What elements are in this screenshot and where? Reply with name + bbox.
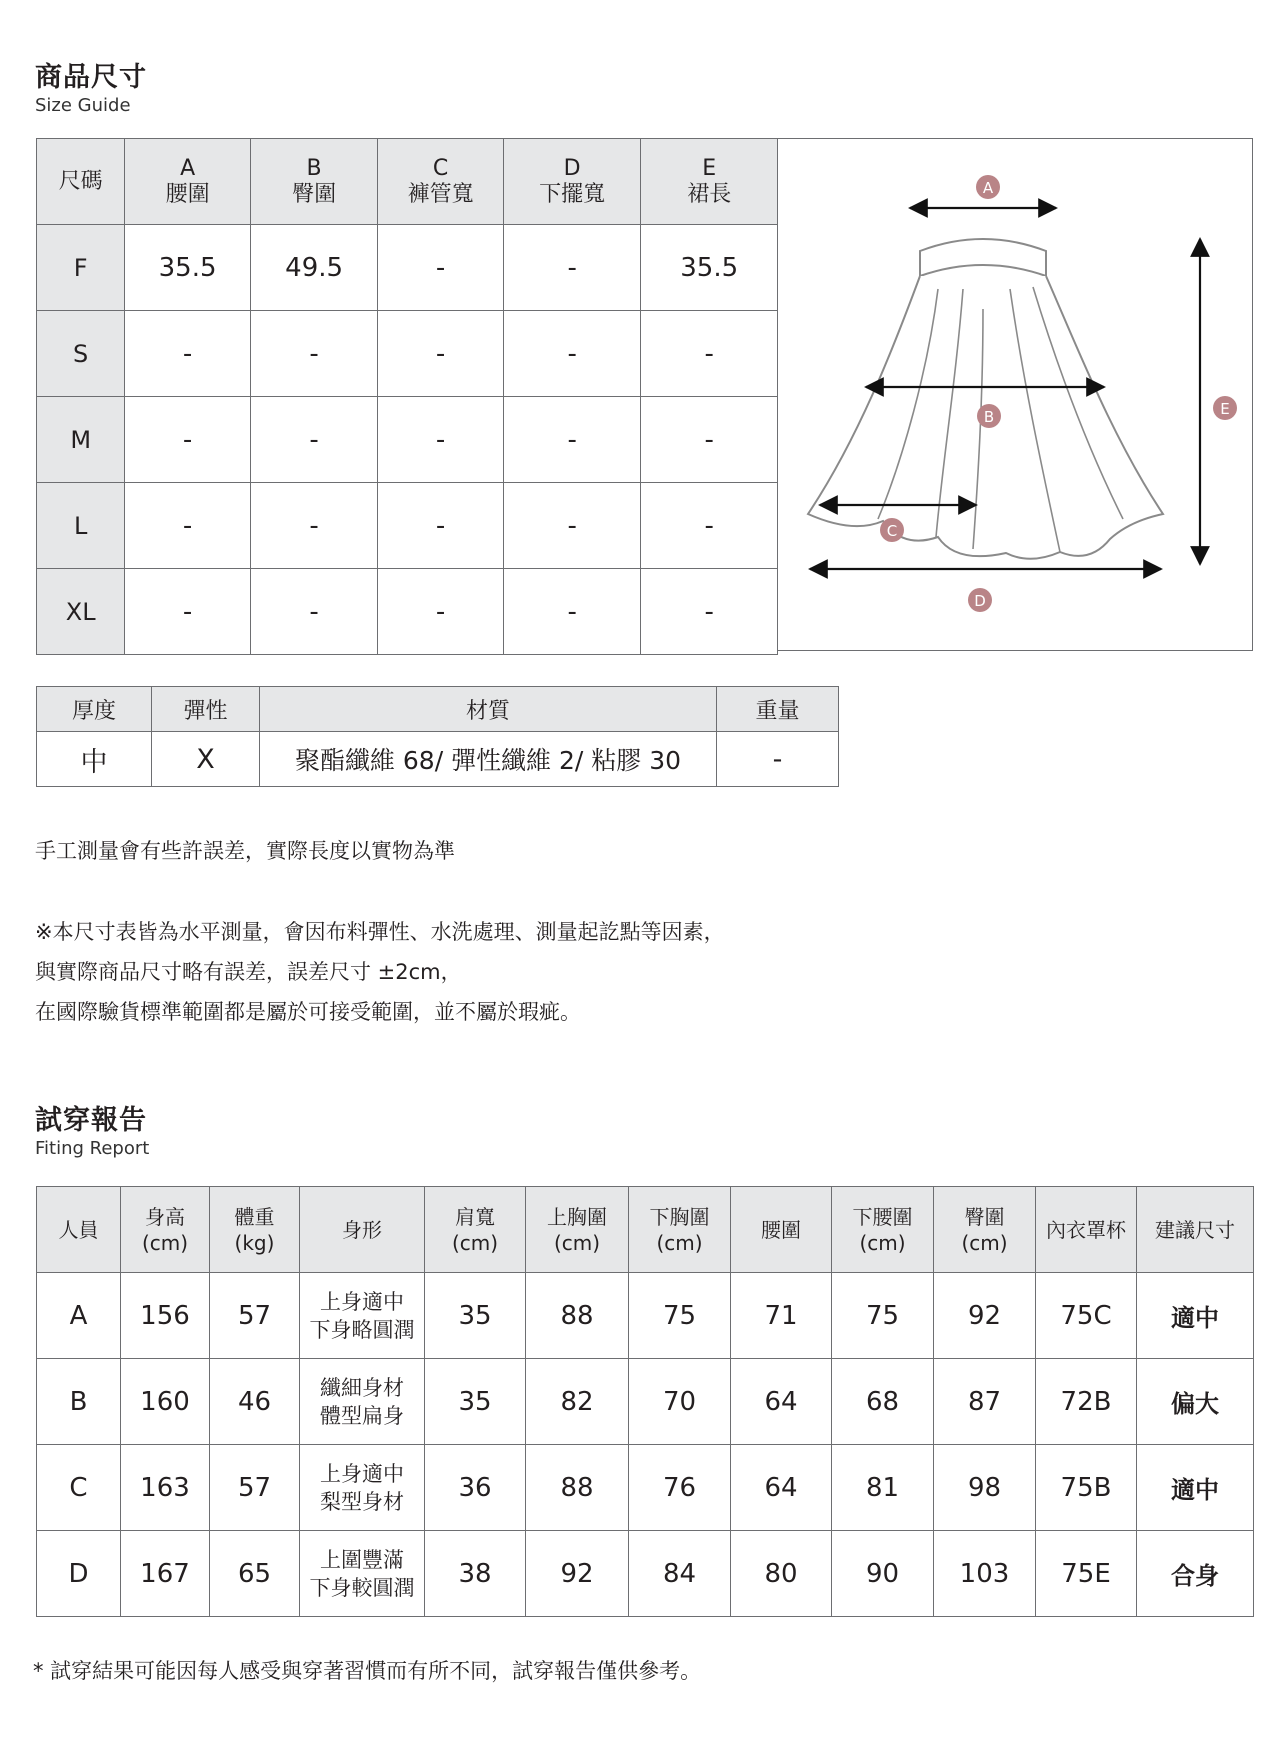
thickness-value: 中 — [37, 732, 152, 787]
hip-cell: 103 — [934, 1531, 1036, 1617]
size-label: F — [37, 225, 125, 311]
measure-note: 手工測量會有些許誤差，實際長度以實物為準 — [35, 839, 455, 863]
skirt-waistband — [920, 239, 1046, 276]
size-value: - — [641, 483, 778, 569]
label-e-circle — [1213, 396, 1237, 420]
table-row — [37, 1273, 1254, 1359]
elasticity-header: 彈性 — [152, 687, 260, 732]
size-value: - — [641, 311, 778, 397]
size-value: - — [503, 311, 641, 397]
size-value: - — [250, 483, 378, 569]
waist-cell: 64 — [731, 1445, 832, 1531]
size-guide-title: 商品尺寸 — [35, 62, 147, 93]
recommended-size-cell: 適中 — [1137, 1445, 1254, 1531]
fitting-footnote: * 試穿結果可能因每人感受與穿著習慣而有所不同，試穿報告僅供參考。 — [33, 1659, 702, 1683]
elasticity-value: X — [152, 732, 260, 787]
size-value: - — [503, 225, 641, 311]
under-bust-cell: 84 — [629, 1531, 731, 1617]
size-corner-header: 尺碼 — [37, 139, 125, 225]
size-value: - — [378, 397, 504, 483]
low-waist-cell: 90 — [832, 1531, 934, 1617]
size-label: XL — [37, 569, 125, 655]
header-recommended: 建議尺寸 — [1137, 1187, 1254, 1273]
size-value: - — [125, 397, 251, 483]
material-value: 聚酯纖維 68/ 彈性纖維 2/ 粘膠 30 — [260, 732, 717, 787]
under-bust-cell: 76 — [629, 1445, 731, 1531]
size-value: - — [641, 397, 778, 483]
col-header-e: E 裙長 — [641, 139, 778, 225]
person-cell: D — [37, 1531, 121, 1617]
size-value: - — [378, 225, 504, 311]
size-value: - — [125, 483, 251, 569]
thickness-header: 厚度 — [37, 687, 152, 732]
shoulder-cell: 35 — [425, 1359, 526, 1445]
size-value: - — [250, 569, 378, 655]
under-bust-cell: 70 — [629, 1359, 731, 1445]
person-cell: C — [37, 1445, 121, 1531]
table-row — [37, 1359, 1254, 1445]
header-waist: 腰圍 — [731, 1187, 832, 1273]
header-under-bust: 下胸圍 (cm) — [629, 1187, 731, 1273]
size-table — [36, 138, 778, 655]
size-value: - — [378, 311, 504, 397]
header-weight: 體重 (kg) — [210, 1187, 300, 1273]
col-header-c: C 褲管寬 — [378, 139, 504, 225]
size-label: L — [37, 483, 125, 569]
low-waist-cell: 68 — [832, 1359, 934, 1445]
weight-cell: 65 — [210, 1531, 300, 1617]
header-shoulder: 肩寬 (cm) — [425, 1187, 526, 1273]
table-row — [37, 1531, 1254, 1617]
recommended-size-cell: 合身 — [1137, 1531, 1254, 1617]
body-shape-cell: 纖細身材 體型扁身 — [300, 1359, 425, 1445]
skirt-illustration — [778, 139, 1253, 652]
size-value: - — [250, 311, 378, 397]
svg-text:E: E — [1220, 400, 1230, 418]
table-row — [37, 569, 778, 655]
fitting-table — [36, 1186, 1254, 1617]
header-height: 身高 (cm) — [121, 1187, 210, 1273]
cup-cell: 75B — [1036, 1445, 1137, 1531]
low-waist-cell: 81 — [832, 1445, 934, 1531]
upper-bust-cell: 82 — [526, 1359, 629, 1445]
label-b-circle — [977, 404, 1001, 428]
size-value: - — [641, 569, 778, 655]
cup-cell: 72B — [1036, 1359, 1137, 1445]
svg-text:D: D — [974, 592, 986, 610]
fitting-report-subtitle: Fiting Report — [35, 1138, 150, 1159]
height-cell: 156 — [121, 1273, 210, 1359]
label-a-circle — [976, 175, 1000, 199]
size-value: 35.5 — [125, 225, 251, 311]
height-cell: 160 — [121, 1359, 210, 1445]
cup-cell: 75E — [1036, 1531, 1137, 1617]
body-shape-cell: 上身適中 下身略圓潤 — [300, 1273, 425, 1359]
col-header-b: B 臀圍 — [250, 139, 378, 225]
size-value: - — [250, 397, 378, 483]
height-cell: 167 — [121, 1531, 210, 1617]
material-header: 材質 — [260, 687, 717, 732]
weight-cell: 57 — [210, 1445, 300, 1531]
recommended-size-cell: 偏大 — [1137, 1359, 1254, 1445]
upper-bust-cell: 88 — [526, 1445, 629, 1531]
low-waist-cell: 75 — [832, 1273, 934, 1359]
size-guide-subtitle: Size Guide — [35, 95, 131, 116]
disclaimer-line-3: 在國際驗貨標準範圍都是屬於可接受範圍，並不屬於瑕疵。 — [35, 1000, 581, 1024]
label-d-circle — [968, 588, 992, 612]
material-table — [36, 686, 839, 787]
skirt-diagram — [778, 138, 1253, 651]
size-value: - — [503, 483, 641, 569]
header-low-waist: 下腰圍 (cm) — [832, 1187, 934, 1273]
hip-cell: 92 — [934, 1273, 1036, 1359]
header-cup: 內衣罩杯 — [1036, 1187, 1137, 1273]
svg-text:B: B — [983, 408, 995, 426]
person-cell: B — [37, 1359, 121, 1445]
person-cell: A — [37, 1273, 121, 1359]
table-row — [37, 483, 778, 569]
table-row — [37, 397, 778, 483]
size-value: 49.5 — [250, 225, 378, 311]
shoulder-cell: 38 — [425, 1531, 526, 1617]
size-value: - — [378, 483, 504, 569]
fitting-table-header — [37, 1187, 1254, 1273]
header-hip: 臀圍 (cm) — [934, 1187, 1036, 1273]
svg-text:A: A — [982, 179, 994, 197]
disclaimer-line-1: ※本尺寸表皆為水平測量，會因布料彈性、水洗處理、測量起訖點等因素， — [35, 920, 725, 944]
table-row — [37, 1445, 1254, 1531]
svg-text:C: C — [886, 522, 898, 540]
waist-cell: 71 — [731, 1273, 832, 1359]
size-value: 35.5 — [641, 225, 778, 311]
size-label: S — [37, 311, 125, 397]
col-header-a: A 腰圍 — [125, 139, 251, 225]
size-value: - — [378, 569, 504, 655]
upper-bust-cell: 88 — [526, 1273, 629, 1359]
recommended-size-cell: 適中 — [1137, 1273, 1254, 1359]
shoulder-cell: 35 — [425, 1273, 526, 1359]
header-upper-bust: 上胸圍 (cm) — [526, 1187, 629, 1273]
fitting-report-title: 試穿報告 — [35, 1105, 147, 1136]
size-value: - — [503, 569, 641, 655]
header-person: 人員 — [37, 1187, 121, 1273]
weight-value: - — [717, 732, 839, 787]
body-shape-cell: 上身適中 梨型身材 — [300, 1445, 425, 1531]
hip-cell: 87 — [934, 1359, 1036, 1445]
size-value: - — [125, 569, 251, 655]
size-table-header — [37, 139, 778, 225]
weight-header: 重量 — [717, 687, 839, 732]
table-row — [37, 225, 778, 311]
header-body-shape: 身形 — [300, 1187, 425, 1273]
size-label: M — [37, 397, 125, 483]
waist-cell: 64 — [731, 1359, 832, 1445]
body-shape-cell: 上圍豐滿 下身較圓潤 — [300, 1531, 425, 1617]
weight-cell: 57 — [210, 1273, 300, 1359]
cup-cell: 75C — [1036, 1273, 1137, 1359]
label-c-circle — [880, 518, 904, 542]
size-value: - — [125, 311, 251, 397]
upper-bust-cell: 92 — [526, 1531, 629, 1617]
table-row — [37, 311, 778, 397]
waist-cell: 80 — [731, 1531, 832, 1617]
size-value: - — [503, 397, 641, 483]
disclaimer-line-2: 與實際商品尺寸略有誤差，誤差尺寸 ±2cm， — [35, 960, 462, 984]
hip-cell: 98 — [934, 1445, 1036, 1531]
under-bust-cell: 75 — [629, 1273, 731, 1359]
col-header-d: D 下擺寬 — [503, 139, 641, 225]
height-cell: 163 — [121, 1445, 210, 1531]
weight-cell: 46 — [210, 1359, 300, 1445]
shoulder-cell: 36 — [425, 1445, 526, 1531]
